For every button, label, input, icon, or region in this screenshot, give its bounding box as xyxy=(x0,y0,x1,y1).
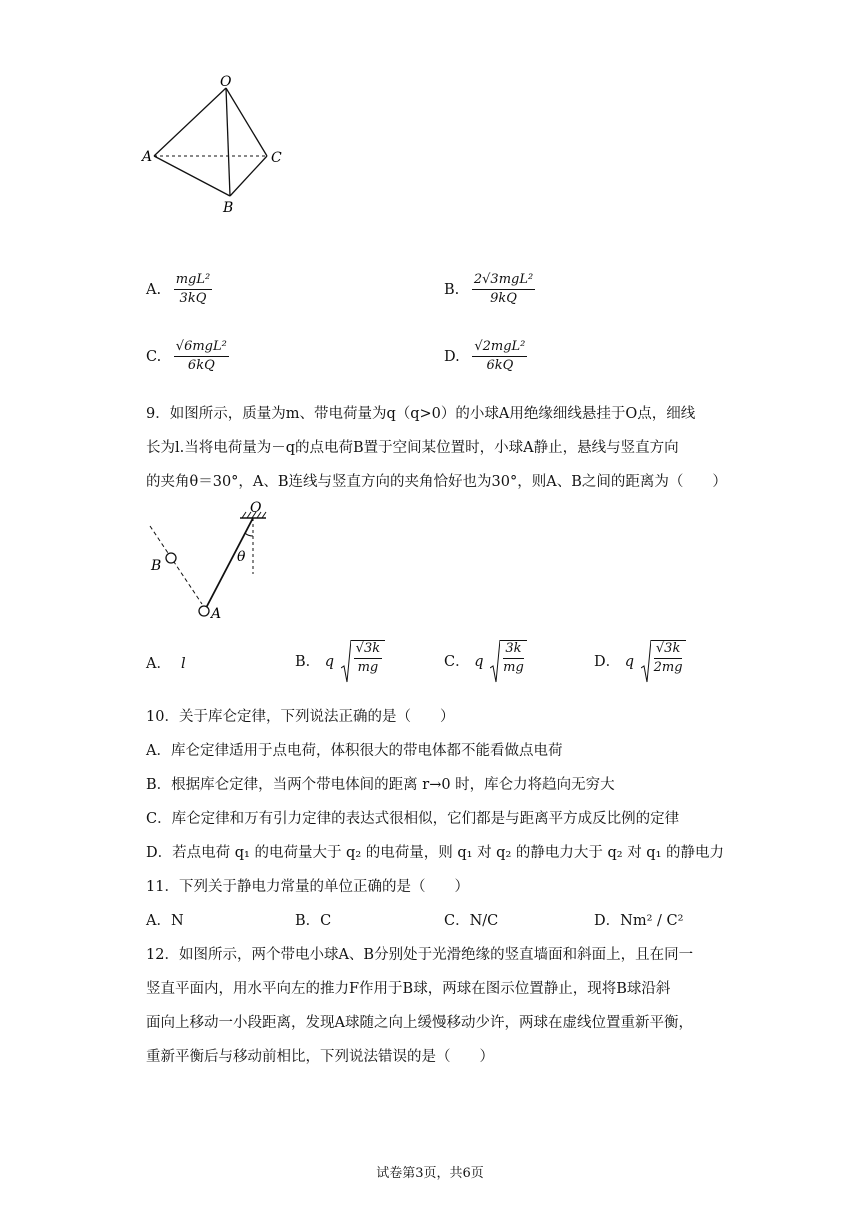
q9-line-1: 9．如图所示，质量为m、带电荷量为q（q>0）的小球A用绝缘细线悬挂于O点，细线 xyxy=(146,406,696,422)
q9-option-a: A． l xyxy=(146,656,186,672)
label-o: O xyxy=(220,74,232,90)
q10-option-d: D．若点电荷 q₁ 的电荷量大于 q₂ 的电荷量，则 q₁ 对 q₂ 的静电力大于 q₂ 对 q₁ 的静电力 xyxy=(146,845,725,861)
q11-stem: 11．下列关于静电力常量的单位正确的是（ ） xyxy=(146,879,469,895)
q11-option-d: D．Nm² / C² xyxy=(594,913,684,929)
q10-option-b: B．根据库仑定律，当两个带电体间的距离 r→0 时，库仑力将趋向无穷大 xyxy=(146,777,615,793)
q9-option-d: D． q √3k 2mg xyxy=(594,640,686,684)
q8-option-a: A. $\frac{\text{mgL²}}{3kQ}$ xyxy=(146,272,211,306)
q12-line-4: 重新平衡后与移动前相比，下列说法错误的是（ ） xyxy=(146,1049,494,1065)
label-a: A xyxy=(142,149,153,165)
q9-option-b: B． q √3k mg xyxy=(295,640,385,684)
label-b: B xyxy=(223,200,234,216)
q10-option-c: C．库仑定律和万有引力定律的表达式很相似，它们都是与距离平方成反比例的定律 xyxy=(146,811,680,827)
q9-line-2: 长为l.当将电荷量为－q的点电荷B置于空间某位置时，小球A静止，悬线与竖直方向 xyxy=(146,440,679,456)
q10-option-a: A．库仑定律适用于点电荷，体积很大的带电体都不能看做点电荷 xyxy=(146,743,563,759)
q8-option-d: D. $\frac{\text{√2mgL²}}{6kQ}$ xyxy=(444,339,526,373)
pendulum-figure xyxy=(140,498,280,624)
q12-line-1: 12．如图所示，两个带电小球A、B分别处于光滑绝缘的竖直墙面和斜面上，且在同一 xyxy=(146,947,694,963)
label-c: C xyxy=(271,150,282,166)
label-b: B xyxy=(151,558,162,574)
label-theta: θ xyxy=(237,549,246,565)
q8-option-c: C. $\frac{\text{√6mgL²}}{6kQ}$ xyxy=(146,339,227,373)
q11-option-b: B．C xyxy=(295,913,332,929)
q11-option-c: C．N/C xyxy=(444,913,499,929)
q11-option-a: A．N xyxy=(146,913,184,929)
page-footer: 试卷第3页，共6页 xyxy=(376,1166,484,1181)
label-o: O xyxy=(250,500,262,516)
q12-line-2: 竖直平面内，用水平向左的推力F作用于B球，两球在图示位置静止，现将B球沿斜 xyxy=(146,981,671,997)
tetrahedron-figure xyxy=(140,74,300,219)
q12-line-3: 面向上移动一小段距离，发现A球随之向上缓慢移动少许，两球在虚线位置重新平衡， xyxy=(146,1015,693,1031)
label-a: A xyxy=(211,606,222,622)
q9-option-c: C． q 3k mg xyxy=(444,640,527,684)
q9-line-3: 的夹角θ＝30°，A、B连线与竖直方向的夹角恰好也为30°，则A、B之间的距离为（ ） xyxy=(146,474,727,490)
q10-stem: 10．关于库仑定律，下列说法正确的是（ ） xyxy=(146,709,455,725)
q8-option-b: B. $\frac{\text{2√3mgL²}}{9kQ}$ xyxy=(444,272,534,306)
